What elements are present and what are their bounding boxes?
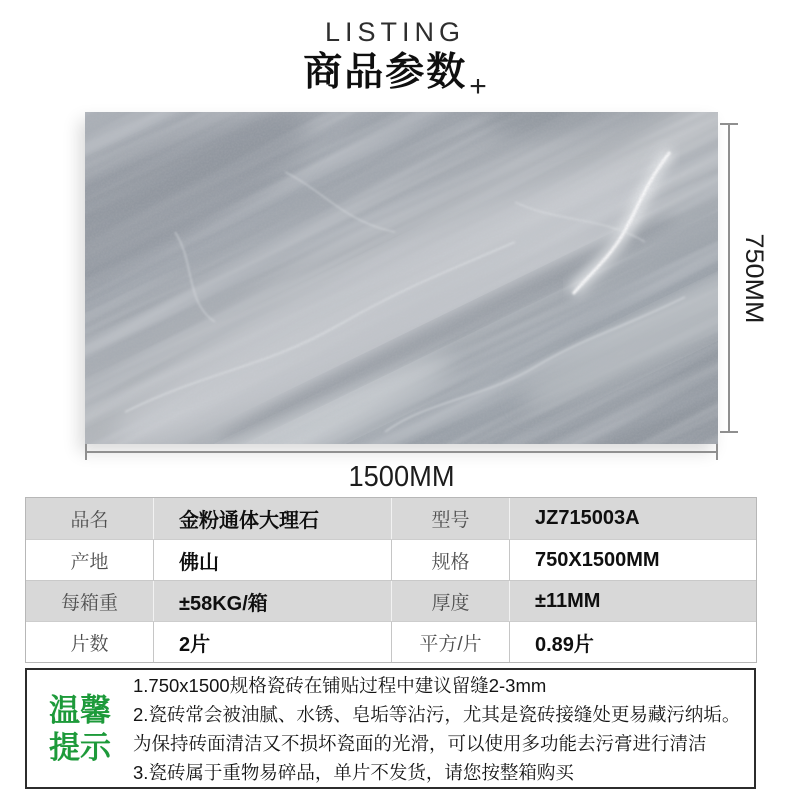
spec-label-size: 规格 [391,540,509,580]
marble-texture [85,112,718,444]
spec-value-thickness: ±11MM [509,581,756,621]
plus-glyph: + [469,70,487,103]
spec-label-model: 型号 [391,498,509,539]
product-tile-image [85,112,718,444]
spec-row-weight-thickness [26,580,756,621]
warm-tips-heading [27,692,133,766]
page-header [0,16,790,103]
height-dimension-label: 750MM [740,232,769,324]
spec-label-box-weight: 每箱重 [60,592,118,614]
spec-value-box-weight: ±58KG/箱 [153,581,391,621]
width-dimension-line [85,444,718,460]
spec-label-product-name: 品名 [70,510,109,531]
warm-tips-text [133,671,754,787]
spec-table [25,497,757,663]
spec-row-pieces-area [26,621,756,662]
spec-value-area-per-piece: 0.89片 [509,622,756,662]
spec-label-pieces: 片数 [70,633,109,655]
tip-item-1: 1.750x1500规格瓷砖在铺贴过程中建议留缝2-3mm [133,674,547,696]
spec-row-name-model [26,498,756,539]
spec-label-area-per-piece: 平方/片 [391,622,509,662]
spec-value-product-name: 金粉通体大理石 [153,498,391,539]
page-title: 商品参数 [303,51,468,94]
spec-label-origin: 产地 [70,551,109,573]
width-dimension-label: 1500MM [348,461,455,493]
warm-tips-heading-line1: 温馨 [49,692,111,728]
warm-tips-box [25,668,756,789]
spec-row-origin-size [26,539,756,580]
spec-value-origin: 佛山 [153,540,391,580]
spec-value-pieces: 2片 [153,622,391,662]
warm-tips-heading-line2: 提示 [49,729,111,765]
tip-item-3: 3.瓷砖属于重物易碎品，单片不发货，请您按整箱购买 [133,761,574,783]
spec-value-size: 750X1500MM [509,540,756,580]
listing-eyebrow: LISTING [324,17,466,47]
spec-value-model: JZ715003A [509,498,756,539]
tip-item-2: 2.瓷砖常会被油腻、水锈、皂垢等沾污，尤其是瓷砖接缝处更易藏污纳垢。为保持砖面清洁又不损坏瓷面的光滑，可以使用多功能去污膏进行清洁 [133,703,741,754]
spec-label-thickness: 厚度 [391,581,509,621]
